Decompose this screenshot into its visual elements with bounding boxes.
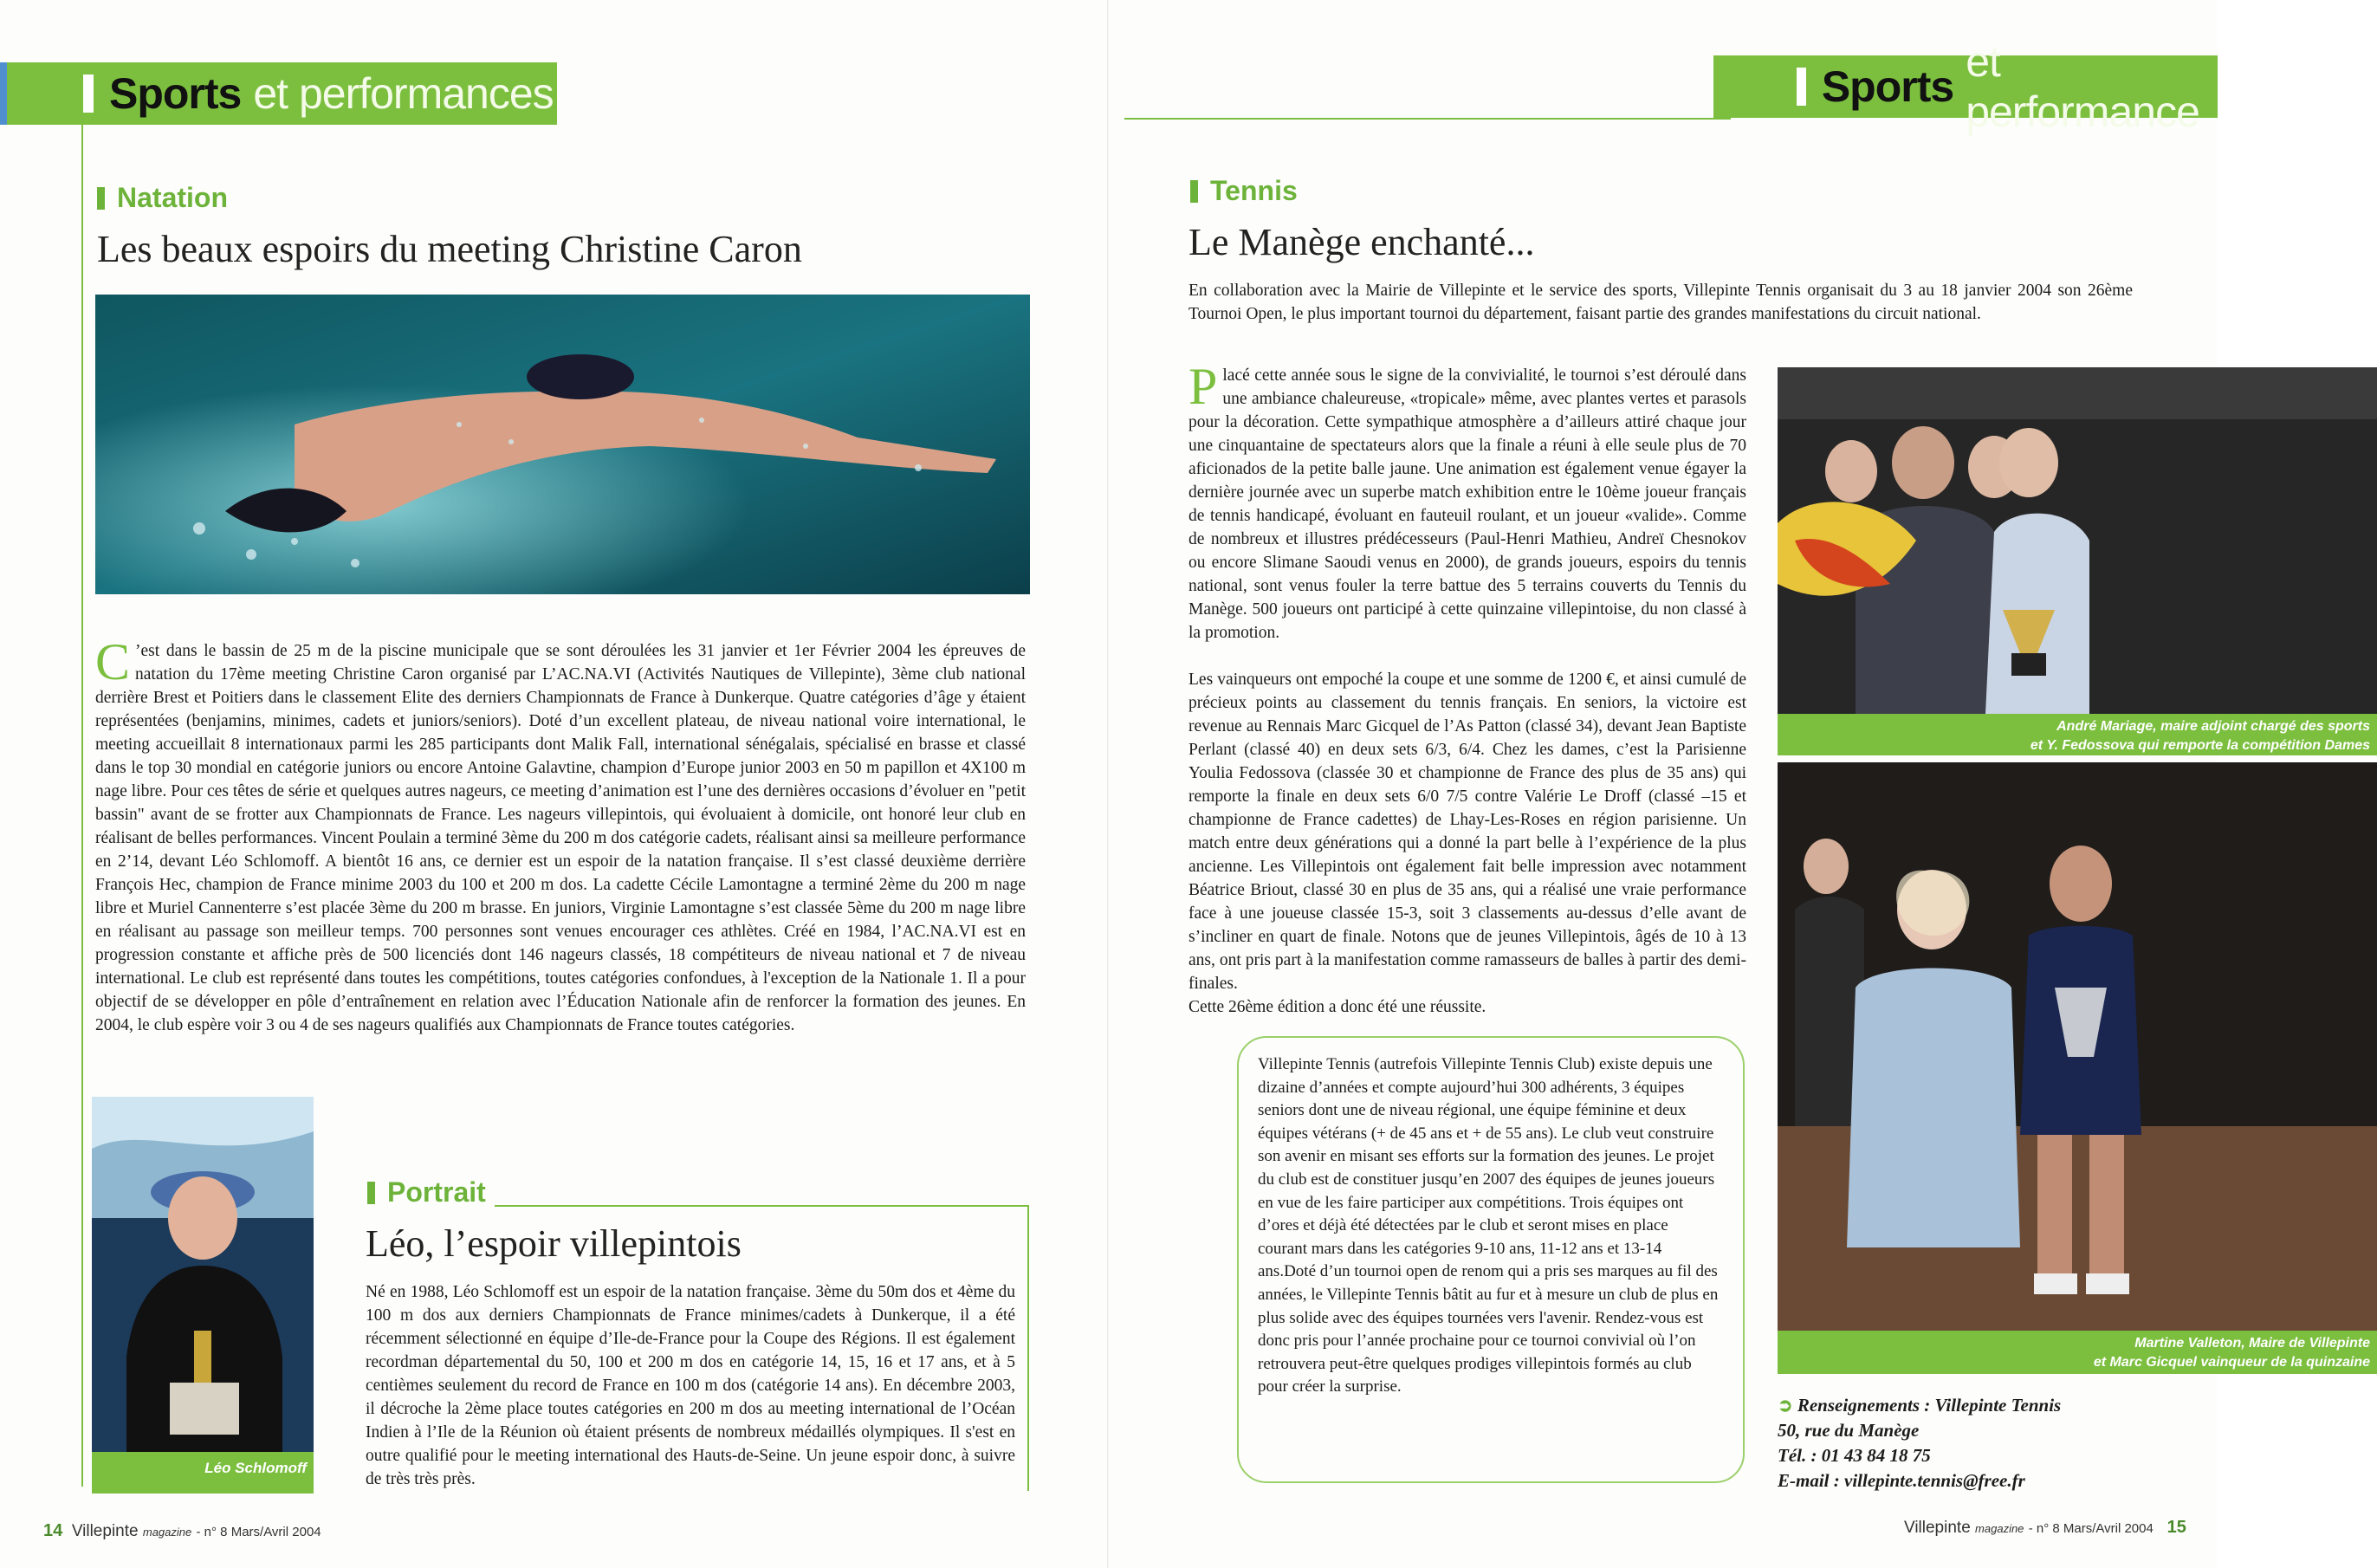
- photo-valleton-gicquel: [1778, 762, 2377, 1374]
- leo-illustration: [92, 1097, 314, 1452]
- natation-article: [95, 633, 1026, 1037]
- left-column-rule: [81, 125, 83, 1487]
- tennis-para-1: lacé cette année sous le signe de la convivialité, le tournoi s’est déroulé dans une ambiance chaleureuse, «tropicale» même, avec plantes vertes et parasols pour la décoration. Cette sympathique atmosphère a d’ailleurs attiré chaque jour une cinquantaine de spectateurs alors que la finale a réuni à elle seule plus de 70 aficionados de la petite balle jaune. Une animation est également venue égayer la dernière journée avec un superbe match exhibition entre le 10ème joueur français de tennis handicapé, évoluant en fauteuil roulant, et un joueur «valide». Comme de nombreux et illustres prédécesseurs (Paul-Henri Mathieu, Andreï Chesnokov ou encore Slimane Saoudi venus en 2000), de grands joueurs, espoirs du tennis national, sont venus fouler la terre battue des 5 terrains couverts du Tennis du Manège. 500 joueurs ont participé à cette quinzaine villepintoise, du non classé à la promotion.: [1188, 366, 1746, 642]
- contact-line-1: [1778, 1393, 2202, 1418]
- left-section-banner: [0, 62, 557, 125]
- leo-photo: [92, 1097, 314, 1490]
- tennis-lead: En collaboration avec la Mairie de Villepinte et le service des sports, Villepinte Tennis organisait du 3 au 18 janvier 2004 son 26ème Tournoi Open, le plus important tournoi du département, faisant partie des grandes manifestations du circuit national.: [1188, 282, 2133, 323]
- photo-caption-1: [1778, 714, 2377, 755]
- right-footer: [1904, 1518, 2186, 1538]
- banner-title-strong: Sports: [109, 69, 242, 118]
- caption-1-line-1: André Mariage, maire adjoint chargé des sports: [2056, 719, 2370, 734]
- portrait-right-rule: [1027, 1205, 1029, 1491]
- left-edge-mark: [0, 62, 7, 125]
- contact-block: [1778, 1393, 2202, 1493]
- tennis-ceremony-illustration-1: [1778, 367, 2377, 714]
- caption-2-line-2: et Marc Gicquel vainqueur de la quinzaine: [2093, 1355, 2370, 1370]
- portrait-top-rule: [485, 1205, 1029, 1207]
- natation-body: ’est dans le bassin de 25 m de la piscine municipale que se sont déroulées les 31 janvier et 1er Février 2004 les épreuves de natation du 17ème meeting Christine Caron organisé par L’AC.NA.VI (Activités Nautiques de Villepinte), 3ème club national derrière Brest et Poitiers dans le classement Elite des derniers Championnats de France à Dunkerque. Quatre catégories d’âge y étaient représentées (benjamins, minimes, cadets et juniors/seniors). Doté d’un excellent plateau, de niveau national voire international, le meeting accueillait 8 internationaux parmi les 285 participants dont Malik Fall, international sénégalais, spécialisé en brasse et classé dans le top 30 mondial en catégorie juniors ou encore Antoine Galavtine, champion d’Europe junior 2003 en 50 m papillon et 4X100 m nage libre. Pour ces têtes de série et quelques autres nageurs, ce meeting d’animation est l’une des dernières occasions d’évoluer en "petit bassin" avant de se frotter aux Championnats de France. Les nageurs villepintois, qui évoluaient à domicile, ont honoré leur club en réalisant de belles performances. Vincent Poulain a terminé 3ème du 200 m dos catégorie cadets, réalisant ainsi sa meilleure performance en 2’14, devant Léo Schlomoff. A bientôt 16 ans, ce dernier est un espoir de la natation française. Il s’est classé deuxième derrière François Hec, champion de France minime 2003 du 100 et 200 m dos. La cadette Cécile Lamontagne a terminé 2ème du 200 m nage libre et Muriel Cannenterre s’est placée 3ème du 200 m brasse. En juniors, Virginie Lamontagne s’est classée 5ème du 200 m nage libre en réalisant au passage son meilleur temps. 700 personnes sont venues encourager ces athlètes. Créé en 1984, l’AC.NA.VI est en progression constante et affiche près de 500 licenciés dont 146 nageurs classés, 18 compétiteurs de niveau national et 7 de niveau international. Le club est représenté dans toutes les compétitions, toutes catégories confondues, à l'exception de la Nationale 1. Il a pour objectif de se développer en pôle d’entraînement en relation avec l’Éducation Nationale afin de renforcer la formation des jeunes. En 2004, le club espère voir 3 ou 4 de ses nageurs qualifiés aux Championnats de France toutes catégories.: [95, 642, 1026, 1034]
- right-page-number: 15: [2167, 1518, 2186, 1537]
- portrait-kicker: [367, 1176, 495, 1208]
- left-footer-brand: Villepinte: [71, 1522, 139, 1540]
- contact-email[interactable]: E-mail : villepinte.tennis@free.fr: [1778, 1470, 2025, 1491]
- portrait-kicker-label: Portrait: [387, 1176, 486, 1208]
- photo-caption-2: [1778, 1331, 2377, 1374]
- left-footer-magazine: magazine: [142, 1526, 192, 1539]
- tennis-article: [1188, 358, 1746, 1019]
- swimmer-photo: [95, 295, 1030, 594]
- banner-title-strong: Sports: [1821, 62, 1954, 111]
- tennis-kicker: [1190, 175, 1298, 207]
- tennis-dropcap: P: [1188, 358, 1218, 415]
- swimmer-illustration: [95, 295, 1030, 594]
- kicker-marker-icon: [367, 1182, 375, 1204]
- tennis-para-3: Cette 26ème édition a donc été une réussite.: [1188, 998, 1486, 1016]
- kicker-marker-icon: [1190, 180, 1198, 203]
- tennis-kicker-label: Tennis: [1210, 175, 1298, 206]
- banner-bar-icon: [83, 75, 94, 113]
- tennis-headline: Le Manège enchanté...: [1188, 221, 1535, 263]
- tennis-para-2: Les vainqueurs ont empoché la coupe et une somme de 1200 €, et ainsi cumulé de précieux points au classement du tennis français. En seniors, la victoire est revenue au Rennais Marc Gicquel de l’As Patton (classé 34), devant Jean Baptiste Perlant (classé 40) en deux sets 6/3, 6/4. Chez les dames, c’est la Parisienne Youlia Fedossova (classée 30 et championne de France des plus de 35 ans) qui remporte la finale en deux sets 6/0 7/5 contre Valérie Le Droff (classé –15 et championne de France cadettes) de Lhay-Les-Roses en région parisienne. Un match entre deux générations qui a donné la part belle à l’expérience de la plus ancienne. Les Villepintois ont également fait belle impression avec notamment Béatrice Briout, classé 30 en plus de 35 ans, qui a réalisé une vraie performance face à une joueuse classée 15-3, soit 3 classements au-dessus d’elle avant de s’incliner en quart de finale. Notons que de jeunes Villepintois, âgés de 10 à 13 ans, ont pris part à la manifestation comme ramasseurs de balles à partir des demi-finales.: [1188, 671, 1746, 993]
- contact-title: Renseignements : Villepinte Tennis: [1797, 1395, 2062, 1416]
- natation-kicker-label: Natation: [117, 182, 228, 213]
- banner-title-light: et performance: [1966, 37, 2199, 136]
- portrait-headline: Léo, l’espoir villepintois: [366, 1222, 742, 1265]
- natation-headline: Les beaux espoirs du meeting Christine Caron: [97, 228, 802, 270]
- banner-title-light: et performances: [253, 69, 554, 118]
- right-page: [1109, 0, 2370, 1568]
- left-footer-issue: - n° 8 Mars/Avril 2004: [196, 1525, 321, 1539]
- arrow-icon: ➲: [1778, 1395, 1793, 1416]
- right-footer-brand: Villepinte: [1904, 1519, 1971, 1537]
- kicker-marker-icon: [97, 187, 105, 210]
- right-section-banner: [1713, 37, 2218, 136]
- left-page-number: 14: [43, 1521, 63, 1540]
- caption-1-line-2: et Y. Fedossova qui remporte la compétition Dames: [2030, 738, 2370, 753]
- caption-2-line-1: Martine Valleton, Maire de Villepinte: [2134, 1336, 2370, 1351]
- left-page: [0, 0, 1109, 1568]
- club-info-text: Villepinte Tennis (autrefois Villepinte Tennis Club) existe depuis une dizaine d’années et compte aujourd’hui 300 adhérents, 3 équipes seniors dont une de niveau régional, une équipe féminine et deux équipes vétérans (+ de 45 ans et + de 55 ans). Le club veut construire son avenir en misant ses efforts sur la formation des jeunes. Le projet du club est de constituer jusqu’en 2007 des équipes de jeunes joueurs en vue de les faire participer aux compétitions. Trois équipes ont d’ores et déjà été détectées par le club et seront mises en place courant mars dans les catégories 9-10 ans, 11-12 ans et 13-14 ans.Doté d’un tournoi open de renom qui a pris ses marques au fil des années, le Villepinte Tennis bâtit au fur et à mesure un club de plus en plus solide avec des équipes tournées vers l'avenir. Rendez-vous est donc pris pour l’année prochaine pour ce tournoi convivial où l’on retrouvera peut-être quelques prodiges villepintois formés au club pour créer la surprise.: [1258, 1055, 1719, 1396]
- right-footer-magazine: magazine: [1975, 1522, 2024, 1535]
- banner-bar-icon: [1797, 68, 1806, 106]
- natation-kicker: [97, 182, 228, 214]
- natation-dropcap: C: [95, 633, 131, 690]
- left-footer: [43, 1521, 321, 1541]
- portrait-body: Né en 1988, Léo Schlomoff est un espoir de la natation française. 3ème du 50m dos et 4ème du 100 m dos aux derniers Championnats de France minimes/cadets à Dunkerque, il a été récemment sélectionné en équipe d’Ile-de-France pour la Coupe des Régions. Il est également recordman départemental du 50, 100 et 200 m dos en catégorie 14, 15, 16 et 17 ans, et à 5 centièmes seulement du record de France en 100 m dos (catégorie 14 ans). En décembre 2003, il décroche la 2ème place toutes catégories en 200 m dos au meeting international de l’Océan Indien à l’Ile de la Réunion où étaient présents de nombreux médaillés olympiques. Il s'est en outre qualifié pour le meeting international des Hauts-de-Seine. Un jeune espoir donc, à suivre de très très près.: [366, 1283, 1015, 1488]
- photo-mariage-fedossova: [1778, 367, 2377, 755]
- contact-address: 50, rue du Manège: [1778, 1420, 1920, 1441]
- tennis-ceremony-illustration-2: [1778, 762, 2377, 1331]
- leo-photo-caption: Léo Schlomoff: [92, 1452, 314, 1493]
- right-header-rule: [1124, 118, 1731, 120]
- contact-phone: Tél. : 01 43 84 18 75: [1778, 1445, 1931, 1466]
- right-footer-issue: - n° 8 Mars/Avril 2004: [2028, 1521, 2154, 1536]
